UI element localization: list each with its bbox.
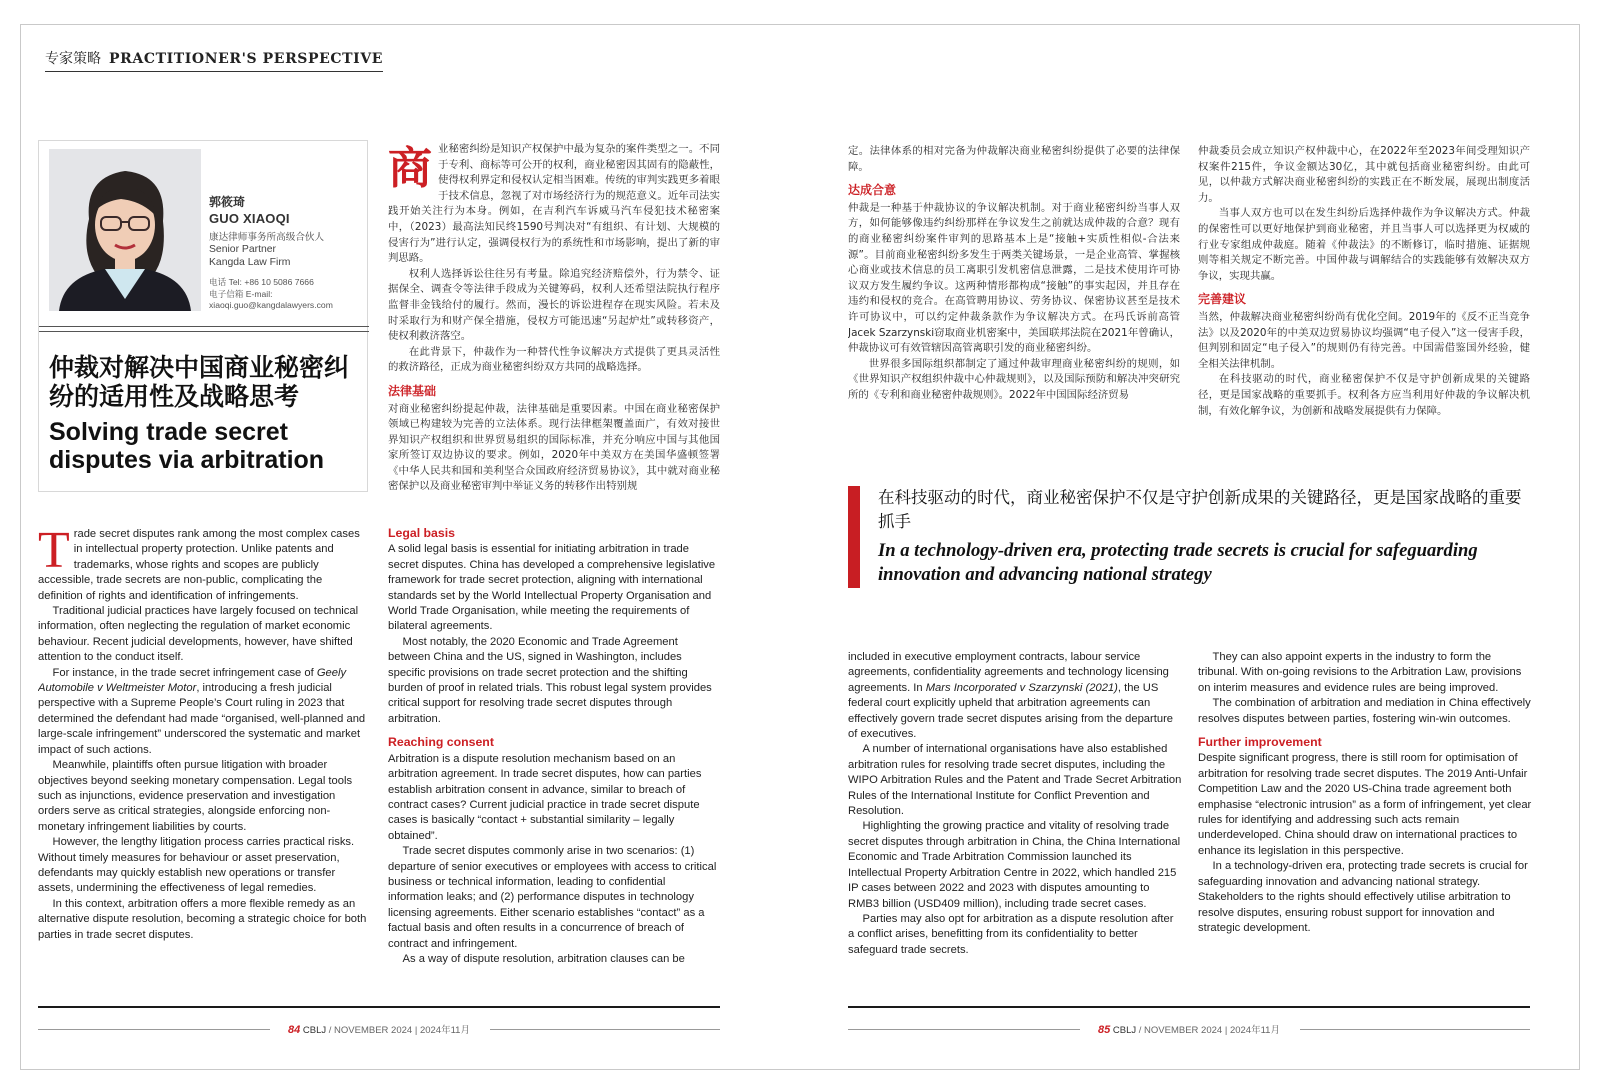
en-column-3 xyxy=(848,650,1182,978)
cn-subheading-legal-basis: 法律基础 xyxy=(388,383,437,398)
article-title-cn: 仲裁对解决中国商业秘密纠纷的适用性及战略思考 xyxy=(49,353,350,411)
issue-cn: 2024年11月 xyxy=(419,1025,470,1036)
footer-line xyxy=(1300,1029,1530,1030)
footer-left xyxy=(38,1022,720,1036)
cn-paragraph: 当然，仲裁解决商业秘密纠纷尚有优化空间。2019年的《反不正当竞争法》以及2020年的中美双边贸易协议均强调“电子侵入”这一侵害手段，但判别和固定“电子侵入”的规则仍有待完善。中国需借鉴国外经验，健全相关法律机制。 xyxy=(1198,310,1530,370)
case-name: Geely Automobile v Weltmeister Motor xyxy=(38,666,347,695)
en-paragraph: Meanwhile, plaintiffs often pursue litigation with broader objectives beyond seeking monetary compensation. Legal tools such as injunctions, evidence preservation and investigation orders serve as critical strategies, alongside enforcing non-monetary infringement liabilities by courts. xyxy=(38,759,353,833)
author-box xyxy=(38,140,368,492)
pull-quote-bar xyxy=(848,486,860,588)
issue-en: NOVEMBER 2024 xyxy=(1144,1025,1223,1036)
case-name: Mars Incorporated v Szarzynski (2021) xyxy=(925,681,1118,694)
author-name-cn: 郭筱琦 xyxy=(209,195,246,209)
magazine-name: CBLJ xyxy=(1112,1025,1137,1036)
author-email-label: 电子信箱 E-mail: xyxy=(209,288,273,299)
en-text-run: , introducing a fresh judicial perspective with a Supreme People’s Court ruling in 2023 that determined the defendant had made “organised, well-planned and large-scale infringement” underscored the systematic and market impact of such actions. xyxy=(38,682,366,756)
pull-quote-en: In a technology-driven era, protecting trade secrets is crucial for safeguarding innovation and advancing national strategy xyxy=(878,540,1478,585)
pull-quote-cn: 在科技驱动的时代，商业秘密保护不仅是守护创新成果的关键路径，更是国家战略的重要抓手 xyxy=(878,488,1522,531)
issue-cn: 2024年11月 xyxy=(1229,1025,1280,1036)
author-contact xyxy=(209,277,369,312)
author-photo xyxy=(49,149,201,311)
author-title-en: Senior Partner xyxy=(209,244,276,255)
cn-paragraph: 当事人双方也可以在发生纠纷后选择仲裁作为争议解决方式。仲裁的保密性可以更好地保护到商业秘密，并且当事人可以选择更为权威的行业专家组成仲裁庭。随着《仲裁法》的不断修订，临时措施、证据规则等相关规定不断完善。中国仲裁与调解结合的实践能够有效解决双方争议，实现共赢。 xyxy=(1198,207,1530,282)
en-text-run: included in executive employment contracts, labour service agreements, confidentiality agreements and technology licensing agreements. In xyxy=(848,651,1169,694)
pull-quote xyxy=(848,486,1538,590)
author-tel: 电话 Tel: +86 10 5086 7666 xyxy=(209,277,314,287)
cn-subheading-improvement: 完善建议 xyxy=(1198,292,1247,307)
footer-separator: / xyxy=(1138,1025,1142,1036)
en-paragraph: Most notably, the 2020 Economic and Trade Agreement between China and the US, signed in Washington, includes specific provisions on trade secret protection and the shifting burden of proof in related trials. This robust legal system provides critical support for resolving trade secret disputes through arbitration. xyxy=(388,635,712,725)
article-title-en: Solving trade secret disputes via arbitration xyxy=(49,418,325,474)
cn-paragraph: 在此背景下，仲裁作为一种替代性争议解决方式提供了更具灵活性的救济路径，正成为商业秘密纠纷双方共同的战略选择。 xyxy=(388,345,720,374)
author-firm-en: Kangda Law Firm xyxy=(209,257,291,268)
en-paragraph: Parties may also opt for arbitration as a dispute resolution after a conflict arises, benefitting from its confidentiality to better safeguard trade secrets. xyxy=(848,912,1174,956)
en-text-run: , the US federal court explicitly upheld that arbitration agreements can effectively govern trade secret disputes arising from the departure of executives. xyxy=(848,681,1174,741)
cn-paragraph: 定。法律体系的相对完备为仲裁解决商业秘密纠纷提供了必要的法律保障。 xyxy=(848,145,1180,173)
cn-column-1 xyxy=(388,142,720,498)
en-subheading-improvement: Further improvement xyxy=(1198,735,1322,750)
footer-right xyxy=(848,1022,1530,1036)
page-number-right: 85 xyxy=(1098,1024,1111,1036)
author-portrait-illustration xyxy=(49,149,201,311)
en-paragraph: As a way of dispute resolution, arbitration clauses can be xyxy=(402,952,685,965)
en-paragraph: In this context, arbitration offers a more flexible remedy as an alternative dispute resolution, becoming a strategic choice for both parties in trade secret disputes. xyxy=(38,897,367,941)
en-paragraph: Despite significant progress, there is still room for optimisation of arbitration for resolving trade secret disputes. The 2019 Anti-Unfair Competition Law and the 2020 US-China trade agreement both emphasise “electronic intrusion” as a form of infringement, yet clear rules for identifying and addressing such acts remain underdeveloped. China should draw on international practices to enhance its legislation in this perspective. xyxy=(1198,752,1532,857)
footer-folio-left xyxy=(288,1022,470,1036)
cn-subheading-consent: 达成合意 xyxy=(848,183,897,198)
en-paragraph: rade secret disputes rank among the most complex cases in intellectual property protection. Unlike patents and trademarks, whose rights and scopes are publicly accessible, trade secrets are non-public, complicating the definition of rights and identification of infringements. xyxy=(38,528,360,602)
cn-paragraph: 世界很多国际组织都制定了通过仲裁审理商业秘密纠纷的规则，如《世界知识产权组织仲裁中心仲裁规则》，以及国际预防和解决冲突研究所的《专利和商业秘密仲裁规则》。2022年中国国际经济贸易 xyxy=(848,357,1180,401)
en-paragraph xyxy=(848,650,1182,742)
footer-rule-right xyxy=(848,1006,1530,1008)
en-column-2 xyxy=(388,520,718,978)
footer-divider: | xyxy=(414,1025,418,1036)
en-paragraph: The combination of arbitration and mediation in China effectively resolves disputes between parties, fostering win-win outcomes. xyxy=(1198,697,1531,725)
en-text-run: For instance, in the trade secret infringement case of xyxy=(52,666,317,679)
author-title-cn: 康达律师事务所高级合伙人 xyxy=(209,232,325,243)
cn-column-3 xyxy=(1198,144,1530,434)
cn-paragraph: 仲裁是一种基于仲裁协议的争议解决机制。对于商业秘密纠纷当事人双方，如何能够像违约纠纷那样在争议发生之前就达成仲裁的合意？现有的商业秘密纠纷案件审判的思路基本上是“接触+实质性相似-合法来源”。目前商业秘密纠纷多发生于两类关键场景，一是企业高管、掌握核心商业或技术信息的员工离职引发机密信息泄露，二是技术使用许可协议双方发生履约争议。这两种情形都构成“接触”的事实起因，并且存在违约和侵权的竞合。在高管聘用协议、劳务协议、保密协议甚至是技术许可协议中，可以约定仲裁条款作为争议解决方式。在玛氏诉前高管Jacek Szarzynski窃取商业机密案中，美国联邦法院在2021年曾确认，仲裁协议可有效管辖因高管离职引发的商业秘密纠纷。 xyxy=(848,201,1180,355)
dropcap-en: T xyxy=(38,527,70,579)
author-divider xyxy=(39,326,369,332)
cn-paragraph: 对商业秘密纠纷提起仲裁，法律基础是重要因素。中国在商业秘密保护领域已构建较为完善的立法体系。现行法律框架覆盖面广，有效对接世界知识产权组织和世界贸易组织的国际标准，并充分响应中国与其他国家所签订双边协议的要求。例如，2020年中美双方在美国华盛顿签署《中华人民共和国和美利坚合众国政府经济贸易协议》，其中就对商业秘密保护以及商业秘密审判中举证义务的转移作出特别规 xyxy=(388,402,720,493)
issue-en: NOVEMBER 2024 xyxy=(334,1025,413,1036)
footer-line xyxy=(38,1029,270,1030)
en-paragraph: Arbitration is a dispute resolution mechanism based on an arbitration agreement. In trade secret disputes, how can parties establish arbitration consent in advance, similar to breach of contract cases? Current judicial practice in trade secret dispute cases is basically “contact + substantial similarity – legally obtained”. xyxy=(388,752,702,842)
dropcap-cn: 商 xyxy=(388,143,432,194)
en-paragraph: However, the lengthy litigation process carries practical risks. Without timely measures for behaviour or asset preservation, defendants may quickly establish new operations or transfer assets, undermining the effectiveness of legal remedies. xyxy=(38,836,355,895)
en-subheading-consent: Reaching consent xyxy=(388,735,494,750)
cn-paragraph: 仲裁委员会成立知识产权仲裁中心，在2022年至2023年间受理知识产权案件215件，争议金额达30亿，其中就包括商业秘密纠纷。由此可见，以仲裁方式解决商业秘密纠纷的实践正在不断发展，展现出制度活力。 xyxy=(1198,145,1530,204)
en-column-1 xyxy=(38,527,368,977)
author-name-en: GUO XIAOQI xyxy=(209,211,290,226)
footer-line xyxy=(490,1029,720,1030)
en-paragraph xyxy=(38,666,368,758)
section-header-en: PRACTITIONER'S PERSPECTIVE xyxy=(109,51,384,67)
author-info xyxy=(209,193,369,312)
footer-divider: | xyxy=(1224,1025,1228,1036)
section-header-cn: 专家策略 xyxy=(45,51,101,67)
en-paragraph: In a technology-driven era, protecting trade secrets is crucial for safeguarding innovation and advancing national strategy. Stakeholders to the rights should effectively utilise arbitration to resolve disputes, ensuring robust support for innovation and strategic development. xyxy=(1198,860,1528,934)
footer-line xyxy=(848,1029,1080,1030)
cn-paragraph: 权利人选择诉讼往往另有考量。除追究经济赔偿外，行为禁令、证据保全、调查令等法律手段成为关键筹码，权利人还希望法院执行程序监督非金钱给付的履行。然而，漫长的诉讼进程存在现实风险。若未及时采取行为和财产保全措施，侵权方可能迅速“另起炉灶”或转移资产，使权利救济落空。 xyxy=(388,267,720,343)
magazine-name: CBLJ xyxy=(302,1025,327,1036)
cn-paragraph: 业秘密纠纷是知识产权保护中最为复杂的案件类型之一。不同于专利、商标等可公开的权利，商业秘密因其固有的隐蔽性，使得权利界定和侵权认定相当困难。传统的审判实践更多着眼于技术信息，忽视了对市场经济行为的规范意义。近年司法实践开始关注行为本身。例如，在吉利汽车诉威马汽车侵犯技术秘密案中，（2023）最高法知民终1590号判决对“有组织、有计划、大规模的侵害行为”进行认定，强调侵权行为的系统性和市场影响，提出了新的审判思路。 xyxy=(388,143,720,265)
footer-rule-left xyxy=(38,1006,720,1008)
en-paragraph: They can also appoint experts in the industry to form the tribunal. With on-going revisions to the Arbitration Law, provisions on interim measures and evidence rules are being improved. xyxy=(1198,651,1522,694)
page-number-left: 84 xyxy=(288,1024,301,1036)
en-paragraph: A number of international organisations have also established arbitration rules for resolving trade secret disputes, including the WIPO Arbitration Rules and the Patent and Trade Secret Arbitration Rules of the International Institute for Conflict Prevention and Resolution. xyxy=(848,743,1182,818)
author-email[interactable]: xiaoqi.guo@kangdalawyers.com xyxy=(209,300,333,310)
en-paragraph: Traditional judicial practices have largely focused on technical information, often neglecting the regulation of market economic behaviour. Recent judicial developments, however, have shifted attention to the conduct itself. xyxy=(38,605,359,664)
en-subheading-legal-basis: Legal basis xyxy=(388,526,455,540)
footer-separator: / xyxy=(328,1025,332,1036)
cn-paragraph: 在科技驱动的时代，商业秘密保护不仅是守护创新成果的关键路径，更是国家战略的重要抓手。权利各方应当利用好仲裁的争议解决机制，有效化解争议，为创新和战略发展提供有力保障。 xyxy=(1198,373,1530,417)
footer-folio-right xyxy=(1098,1022,1280,1036)
en-paragraph: Trade secret disputes commonly arise in two scenarios: (1) departure of senior executives or employees with access to critical business or technical information, leading to confidential information leaks; and (2) performance disputes in technology licensing agreements. Either scenario establishes “contact” as a factual basis and often results in a concurrence of breach of contract and infringement. xyxy=(388,845,717,950)
cn-column-2 xyxy=(848,144,1180,434)
en-column-4 xyxy=(1198,650,1532,978)
en-paragraph: A solid legal basis is essential for initiating arbitration in trade secret disputes. China has developed a comprehensive legislative framework for trade secret protection, aligning with international standards set by the World Intellectual Property Organisation and World Trade Organisation, while meeting the requirements of bilateral agreements. xyxy=(388,543,716,633)
en-paragraph: Highlighting the growing practice and vitality of resolving trade secret disputes through arbitration in China, the China International Economic and Trade Arbitration Commission launched its Intellectual Property Arbitration Centre in 2022, which handled 215 IP cases between 2022 and 2023 with disputes amounting to RMB3 billion (USD409 million), including trade secret cases. xyxy=(848,820,1181,910)
section-header xyxy=(45,48,383,72)
